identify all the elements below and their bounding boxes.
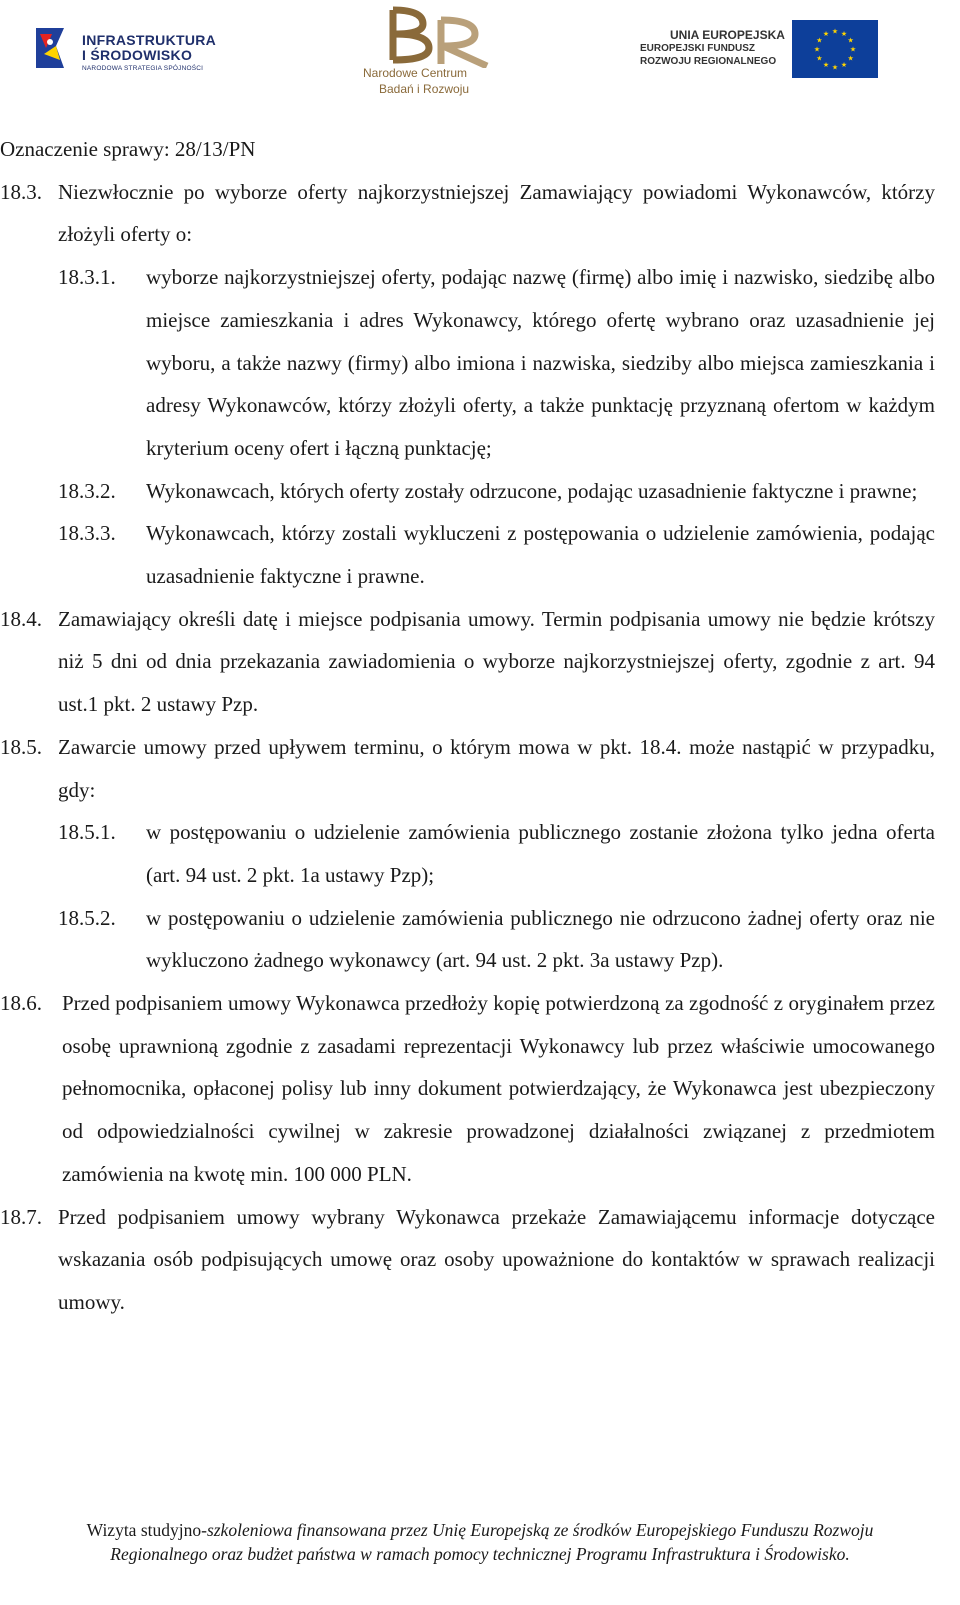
section-text: Wykonawcach, którzy zostali wykluczeni z postępowania o udzielenie zamówienia, podając uzasadnienie faktyczne i prawne. [146, 521, 935, 589]
section-text: Przed podpisaniem umowy Wykonawca przedłoży kopię potwierdzoną za zgodność z oryginałem przez osobę uprawnioną zgodnie z zasadami reprezentacji Wykonawcy lub przez właściwie umocowanego pełnomocnika, opłaconej polisy lub inny dokument potwierdzający, że Wykonawca jest ubezpieczony od odpowiedzialności cywilnej w zakresie prowadzonej działalności związanej z przedmiotem zamówienia na kwotę min. 100 000 PLN. [62, 991, 935, 1186]
eu-line2: EUROPEJSKI FUNDUSZ [640, 43, 756, 54]
logo-left-line2: I ŚRODOWISKO [82, 47, 193, 63]
section-text: wyborze najkorzystniejszej oferty, podając nazwę (firmę) albo imię i nazwisko, siedzibę albo miejsce zamieszkania i adres Wykonawcy, którego ofertę wybrano oraz uzasadnienie jej wyboru, a także nazwy (firmy) albo imiona i nazwiska, siedziby albo miejsca zamieszkania i adresy Wykonawców, którzy złożyli oferty, a także punktację przyznaną ofertom w każdym kryterium oceny ofert i łączną punktację; [146, 265, 935, 460]
eu-star-icon: ★ [847, 36, 854, 45]
section-number: 18.3. [0, 179, 42, 204]
section-18-3-3 [0, 512, 935, 597]
section-18-3 [0, 171, 935, 256]
ncbr-line2: Badań i Rozwoju [379, 82, 470, 96]
eu-star-icon: ★ [840, 61, 848, 70]
eu-star-icon: ★ [822, 29, 830, 38]
footer-line1-plain: Wizyta studyjno- [86, 1520, 207, 1540]
eu-star-icon: ★ [813, 45, 821, 54]
section-18-5-2 [0, 897, 935, 982]
eu-flag-icon [792, 20, 878, 78]
section-number: 18.6. [0, 991, 42, 1016]
section-number: 18.4. [0, 606, 42, 631]
section-18-3-2 [0, 470, 935, 513]
section-text: Zamawiający określi datę i miejsce podpisania umowy. Termin podpisania umowy nie będzie krótszy niż 5 dni od dnia przekazania zawiadomienia o wyborze najkorzystniejszej oferty, zgodnie z art. 94 ust.1 pkt. 2 ustawy Pzp. [58, 606, 935, 717]
eu-star-icon: ★ [831, 27, 839, 36]
ncbr-br-mark-icon [383, 6, 513, 68]
section-number: 18.3.3. [58, 521, 116, 546]
section-text: Niezwłocznie po wyborze oferty najkorzystniejszej Zamawiający powiadomi Wykonawców, którzy złożyli oferty o: [58, 179, 935, 247]
eu-star-icon: ★ [816, 36, 823, 45]
eu-star-icon: ★ [831, 63, 839, 72]
section-number: 18.3.1. [58, 265, 116, 290]
logo-left-line1: INFRASTRUKTURA [82, 32, 217, 48]
section-18-4 [0, 598, 935, 726]
section-text: Przed podpisaniem umowy wybrany Wykonawca przekaże Zamawiającemu informacje dotyczące wskazania osób podpisujących umowę oraz osoby upoważnione do kontaktów w sprawach realizacji umowy. [58, 1204, 935, 1314]
eu-star-icon: ★ [847, 54, 854, 63]
eu-logo [640, 20, 880, 82]
footer-line2: Regionalnego oraz budżet państwa w ramach pomocy technicznej Programu Infrastruktura i Środowisko. [110, 1544, 850, 1564]
page-header [0, 0, 960, 105]
infrastruktura-logo [30, 18, 230, 78]
section-number: 18.7. [0, 1204, 42, 1229]
ncbr-line1: Narodowe Centrum [363, 66, 468, 80]
eu-star-icon: ★ [816, 54, 823, 63]
section-number: 18.5. [0, 734, 42, 759]
section-18-6 [0, 982, 935, 1196]
section-number: 18.5.2. [58, 905, 116, 930]
section-18-3-1 [0, 256, 935, 470]
section-text: w postępowaniu o udzielenie zamówienia publicznego nie odrzucono żadnej oferty oraz nie wykluczono żadnego wykonawcy (art. 94 ust. 2 pkt. 3a ustawy Pzp). [146, 905, 935, 973]
eu-star-icon: ★ [822, 61, 830, 70]
section-number: 18.5.1. [58, 820, 116, 845]
section-18-5-1 [0, 811, 935, 896]
eu-star-icon: ★ [840, 29, 848, 38]
logo-left-line3: NARODOWA STRATEGIA SPÓJNOŚCI [82, 65, 204, 72]
eu-star-icon: ★ [849, 45, 857, 54]
eu-line1: UNIA EUROPEJSKA [670, 28, 785, 42]
ncbr-logo [355, 6, 525, 96]
section-number: 18.3.2. [58, 478, 116, 503]
eu-line3: ROZWOJU REGIONALNEGO [640, 56, 777, 67]
section-text: Zawarcie umowy przed upływem terminu, o którym mowa w pkt. 18.4. może nastąpić w przypadku, gdy: [58, 734, 935, 802]
section-18-7 [0, 1196, 935, 1324]
document-body [0, 128, 935, 1324]
section-18-5 [0, 726, 935, 811]
footer-line1 [0, 1518, 960, 1542]
footer-line1-italic: szkoleniowa finansowana przez Unię Europejską ze środków Europejskiego Funduszu Rozwoju [206, 1520, 874, 1540]
section-text: Wykonawcach, których oferty zostały odrzucone, podając uzasadnienie faktyczne i prawne; [146, 478, 918, 503]
infrastruktura-flag-icon [34, 24, 66, 72]
section-text: w postępowaniu o udzielenie zamówienia publicznego zostanie złożona tylko jedna oferta (art. 94 ust. 2 pkt. 1a ustawy Pzp); [146, 820, 935, 887]
page-footer [0, 1518, 960, 1566]
case-number: Oznaczenie sprawy: 28/13/PN [0, 137, 256, 161]
